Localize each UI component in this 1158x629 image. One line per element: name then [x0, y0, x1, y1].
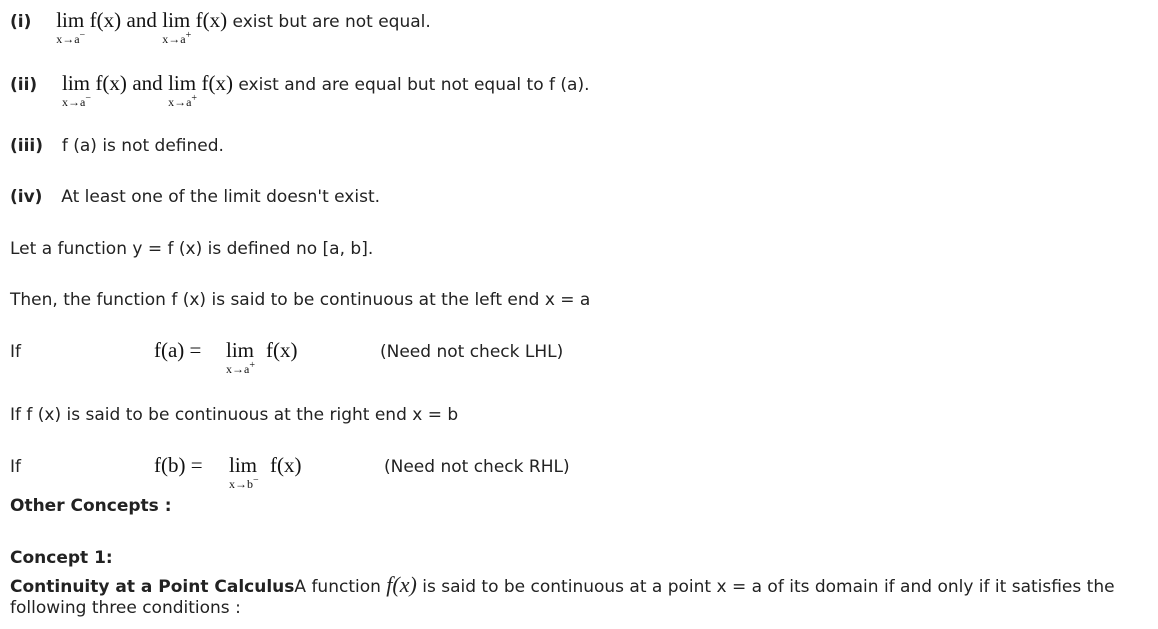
- lim-label: lim: [56, 8, 85, 32]
- function-fx: f(x): [89, 8, 122, 32]
- lim-label: lim: [162, 8, 191, 32]
- limit-subscript: x→a+: [226, 360, 255, 376]
- lim-label: lim: [168, 71, 197, 95]
- function-fx: f(x): [266, 338, 298, 362]
- limit-subscript: x→a+: [168, 93, 198, 109]
- limit-left: [62, 71, 91, 109]
- item-number: (iii): [10, 136, 44, 156]
- function-fx: f(x): [195, 8, 228, 32]
- condition-text: At least one of the limit doesn't exist.: [61, 187, 381, 207]
- limit-subscript: x→a+: [162, 30, 192, 46]
- concept-1-body: [10, 572, 1115, 598]
- function-fx: f(x): [95, 71, 127, 95]
- concept-1-text: A function: [294, 577, 381, 597]
- item-number: (iv): [10, 187, 43, 207]
- paragraph-left-end: Then, the function f (x) is said to be continuous at the left end x = a: [10, 290, 591, 310]
- condition-text: exist but are not equal.: [232, 12, 431, 32]
- condition-iv: [10, 187, 380, 207]
- concept-1-heading: Concept 1:: [10, 548, 113, 568]
- lim-label: lim: [62, 71, 91, 95]
- function-fx: f(x): [201, 71, 233, 95]
- other-concepts-heading: Other Concepts :: [10, 496, 172, 516]
- item-number: (ii): [10, 75, 38, 95]
- equation-lhs: f(a) =: [154, 338, 202, 362]
- limit-expression: [226, 338, 255, 376]
- paragraph-right-end: If f (x) is said to be continuous at the right end x = b: [10, 405, 459, 425]
- limit-subscript: x→a−: [62, 93, 91, 109]
- condition-text: exist and are equal but not equal to f (a).: [238, 75, 590, 95]
- and-word: and: [132, 71, 163, 95]
- lim-label: lim: [226, 338, 255, 362]
- limit-right: [162, 8, 192, 46]
- limit-expression: [229, 453, 259, 491]
- limit-left: [56, 8, 86, 46]
- concept-1-text: is said to be continuous at a point x = a of its domain if and only if it satisfies the: [422, 577, 1115, 597]
- equation-lhs: f(b) =: [154, 453, 203, 477]
- if-label: If: [10, 342, 21, 362]
- concept-1-continuation: following three conditions :: [10, 598, 241, 618]
- lim-label: lim: [229, 453, 258, 477]
- limit-right: [168, 71, 198, 109]
- and-word: and: [126, 8, 157, 32]
- function-math: f(x): [386, 572, 417, 597]
- condition-ii: [10, 71, 590, 109]
- condition-i: [10, 8, 431, 46]
- concept-1-lead: Continuity at a Point Calculus: [10, 577, 295, 597]
- if-label: If: [10, 457, 21, 477]
- function-fx: f(x): [270, 453, 302, 477]
- condition-text: f (a) is not defined.: [61, 136, 224, 156]
- condition-iii: [10, 136, 224, 156]
- limit-subscript: x→b−: [229, 475, 259, 491]
- item-number: (i): [10, 12, 32, 32]
- note-text: (Need not check RHL): [384, 457, 570, 477]
- paragraph-function-defined: Let a function y = f (x) is defined no [a, b].: [10, 239, 374, 259]
- limit-subscript: x→a−: [56, 30, 86, 46]
- note-text: (Need not check LHL): [380, 342, 564, 362]
